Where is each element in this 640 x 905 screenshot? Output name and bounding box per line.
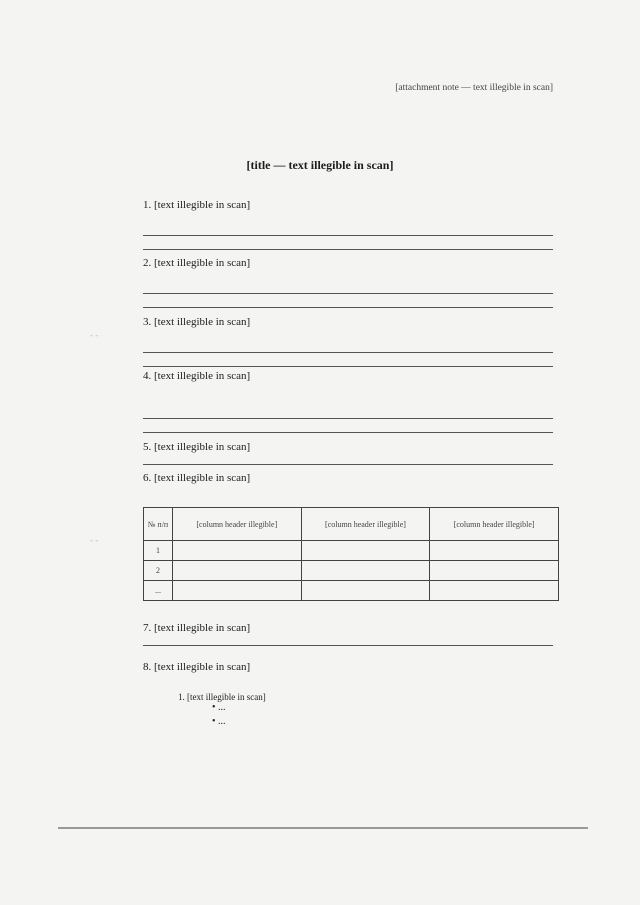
section-3: 3. [text illegible in scan]: [143, 316, 251, 328]
table-row: 2: [144, 561, 559, 581]
table-header: [column header illegible]: [430, 508, 559, 541]
fill-lines-2: [143, 280, 553, 308]
section-2: 2. [text illegible in scan]: [143, 257, 251, 269]
table-header: № п/п: [144, 508, 173, 541]
scan-margin-mark: - -: [90, 535, 99, 545]
scan-bottom-edge: [58, 827, 588, 829]
section-1: 1. [text illegible in scan]: [143, 199, 251, 211]
table-row: ...: [144, 581, 559, 601]
table-row: 1: [144, 541, 559, 561]
document-title: [title — text illegible in scan]: [246, 158, 394, 172]
list-bullet: • ...: [212, 702, 226, 713]
section-5: 5. [text illegible in scan]: [143, 441, 251, 453]
attachment-note: [attachment note — text illegible in scan]: [395, 83, 553, 93]
table-header: [column header illegible]: [173, 508, 302, 541]
licenses-table: [143, 507, 559, 601]
section-7: 7. [text illegible in scan]: [143, 622, 251, 634]
fill-lines-4: [143, 405, 553, 433]
fill-lines-3: [143, 339, 553, 367]
section-8: 8. [text illegible in scan]: [143, 661, 251, 673]
table-header: [column header illegible]: [301, 508, 430, 541]
section-6: 6. [text illegible in scan]: [143, 472, 251, 484]
fill-lines-7: [143, 632, 553, 646]
section-4: 4. [text illegible in scan]: [143, 370, 251, 382]
fill-lines-5: [143, 451, 553, 465]
table-header-row: [144, 508, 559, 541]
fill-lines-1: [143, 222, 553, 250]
list-item: 1. [text illegible in scan]: [178, 692, 266, 702]
scan-margin-mark: - -: [90, 330, 99, 340]
list-bullet: • ...: [212, 716, 226, 727]
